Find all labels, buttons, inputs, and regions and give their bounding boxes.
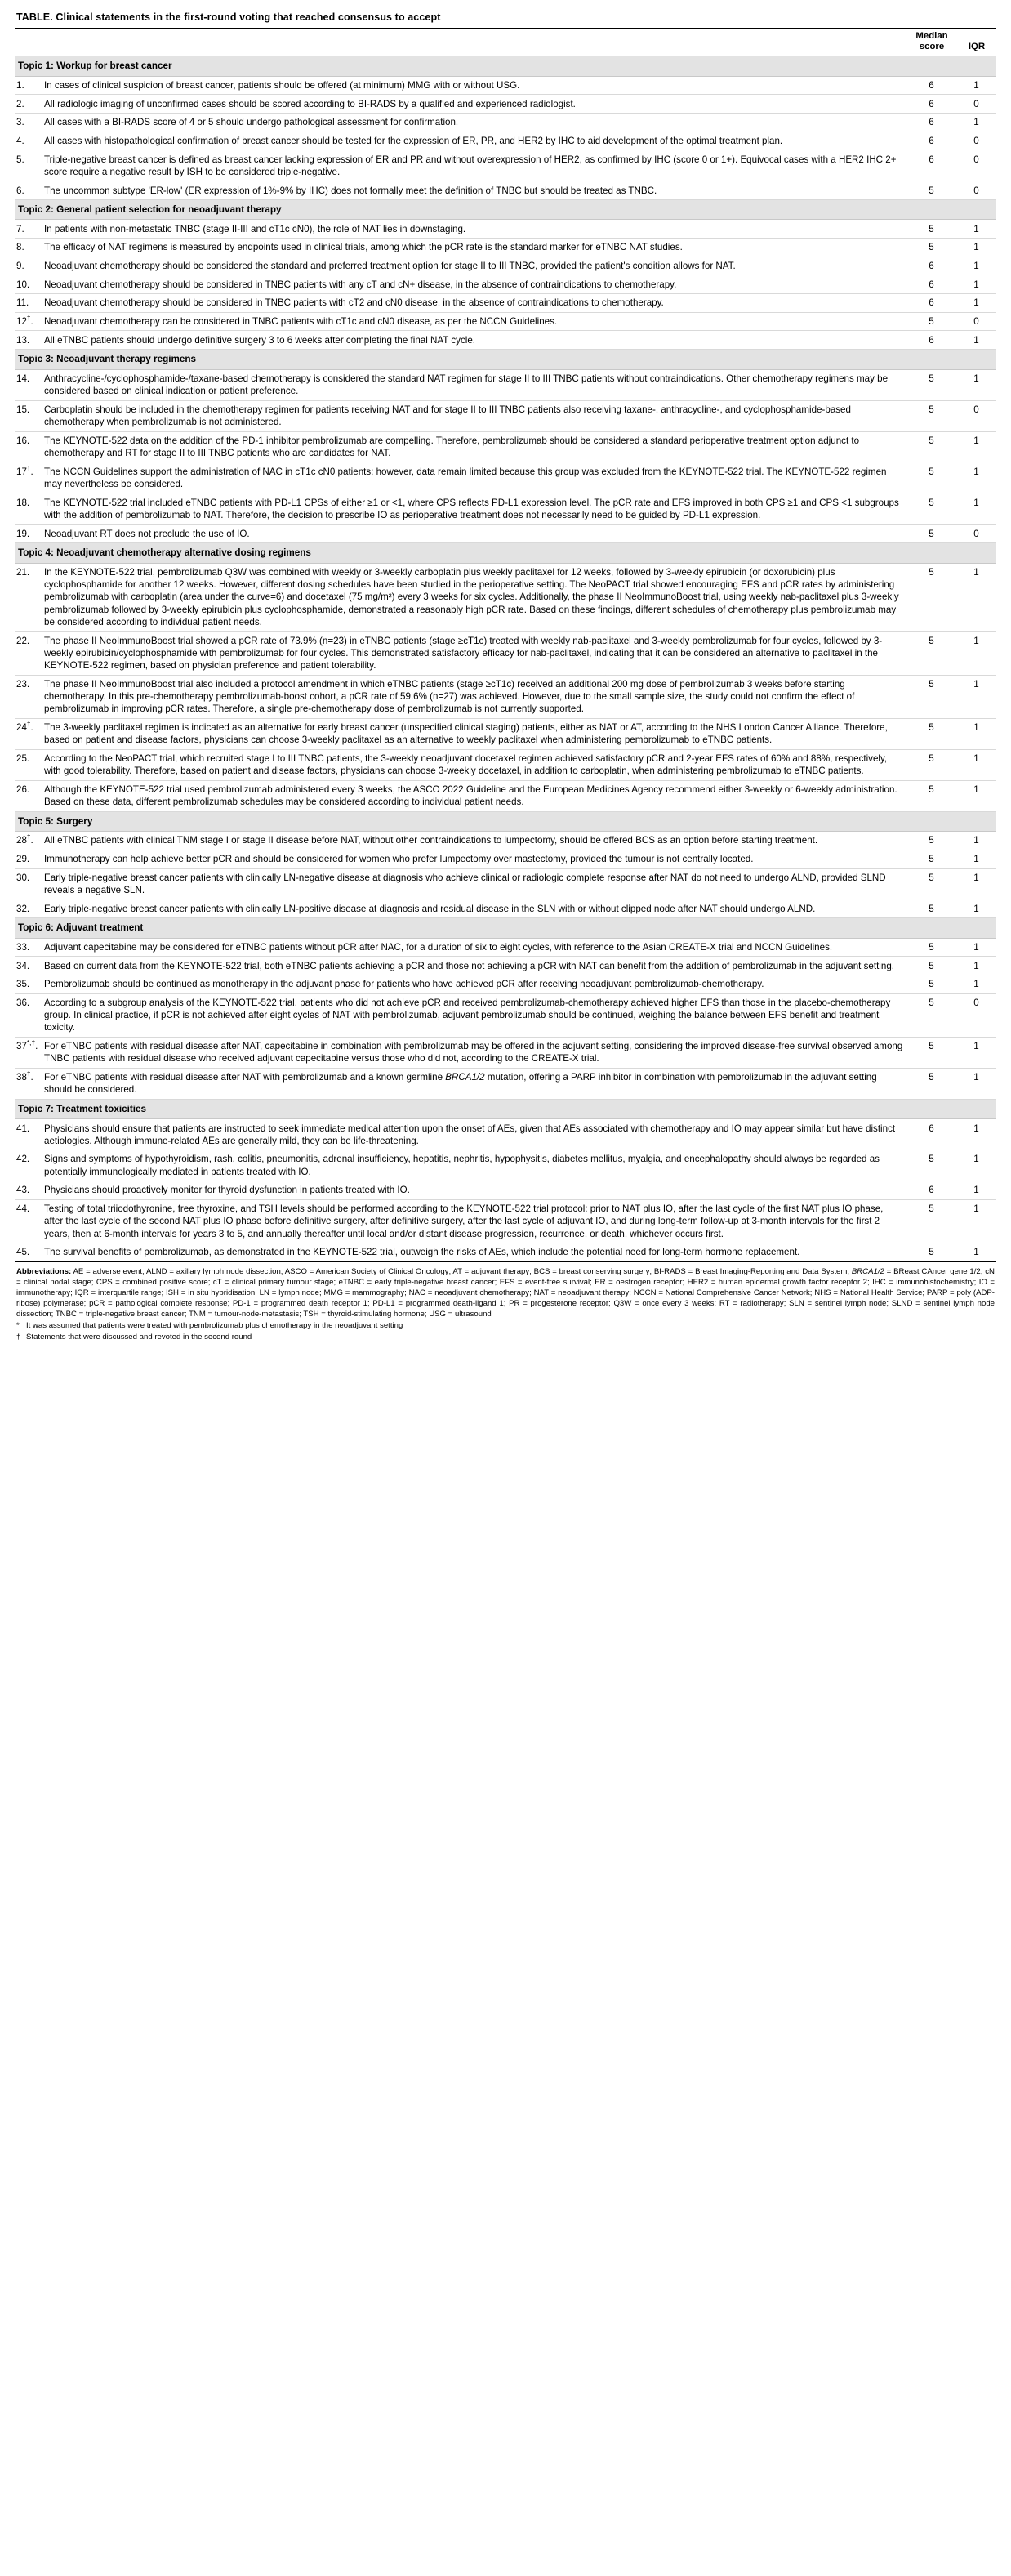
topic-label: Topic 5: Surgery (15, 811, 996, 831)
median-score-value: 6 (906, 132, 957, 150)
statement-number: 10. (15, 275, 42, 294)
statement-text: Although the KEYNOTE-522 trial used pembrolizumab administered every 3 weeks, the ASCO 2022 Guideline and the European Medicines Agency recommend either 3-weekly or 6-weekly administration. Based on these data, different pembrolizumab schedules may be considered according to individual patient needs. (42, 780, 906, 811)
footnote-asterisk-text: It was assumed that patients were treated with pembrolizumab plus chemotherapy in the neoadjuvant setting (26, 1320, 403, 1330)
topic-header-row (15, 1099, 996, 1118)
statement-number: 12†. (15, 312, 42, 331)
iqr-value: 0 (957, 132, 996, 150)
median-score-value: 5 (906, 220, 957, 239)
table-row (15, 780, 996, 811)
table-row (15, 1037, 996, 1068)
statement-text: Anthracycline-/cyclophosphamide-/taxane-based chemotherapy is considered the standard NAT regimen for stage II to III TNBC patients without contraindications. Other chemotherapy regimens may be considered based on clinical indication or patient preference. (42, 369, 906, 400)
table-row (15, 632, 996, 675)
iqr-value: 1 (957, 275, 996, 294)
statement-number: 42. (15, 1150, 42, 1181)
statement-number: 2. (15, 95, 42, 114)
iqr-value: 1 (957, 563, 996, 632)
footnote-dagger-text: Statements that were discussed and revoted in the second round (26, 1332, 252, 1342)
median-score-value: 6 (906, 1119, 957, 1150)
statement-text: Pembrolizumab should be continued as monotherapy in the adjuvant phase for patients who have achieved pCR after receiving neoadjuvant pembrolizumab-chemotherapy. (42, 975, 906, 994)
median-score-value: 5 (906, 1199, 957, 1243)
statement-text: The phase II NeoImmunoBoost trial showed a pCR rate of 73.9% (n=23) in eTNBC patients (stage ≥cT1c) treated with weekly nab-paclitaxel and 3-weekly pembrolizumab for four cycles, followed by 3-weekly epirubicin/cyclophosphamide with pembrolizumab for four cycles. This demonstrated satisfactory efficacy for nab-paclitaxel, indicating that it can be considered an alternative to paclitaxel in the KEYNOTE-522 regimen, based on physician preference and patient tolerability. (42, 632, 906, 675)
statement-number: 3. (15, 114, 42, 132)
statement-number: 4. (15, 132, 42, 150)
median-score-value: 6 (906, 294, 957, 313)
table-row (15, 331, 996, 350)
statement-text: Physicians should proactively monitor for thyroid dysfunction in patients treated with IO. (42, 1181, 906, 1200)
statement-number: 43. (15, 1181, 42, 1200)
median-score-value: 5 (906, 1068, 957, 1099)
median-score-value: 5 (906, 938, 957, 957)
median-score-value: 5 (906, 525, 957, 543)
statement-number: 9. (15, 257, 42, 275)
median-score-value: 5 (906, 868, 957, 900)
iqr-value: 1 (957, 114, 996, 132)
table-row (15, 462, 996, 493)
statement-text: All cases with a BI-RADS score of 4 or 5 should undergo pathological assessment for confirmation. (42, 114, 906, 132)
median-score-value: 6 (906, 1181, 957, 1200)
iqr-value: 1 (957, 938, 996, 957)
median-score-value: 5 (906, 181, 957, 200)
iqr-value: 1 (957, 1068, 996, 1099)
statement-number: 44. (15, 1199, 42, 1243)
median-score-value: 6 (906, 275, 957, 294)
statement-text: According to the NeoPACT trial, which recruited stage I to III TNBC patients, the 3-weekly neoadjuvant docetaxel regimen achieved satisfactory pCR and 2-year EFS rates of 60% and 88%, respectively, with good tolerability. Therefore, based on patient and disease factors, physicians can choose 3-weekly docetaxel, in addition to carboplatin, when administering pembrolizumab to eTNBC patients. (42, 749, 906, 780)
iqr-value: 1 (957, 850, 996, 868)
table-row (15, 900, 996, 918)
statement-text: Neoadjuvant chemotherapy should be considered in TNBC patients with cT2 and cN0 disease, in the absence of contraindications to chemotherapy. (42, 294, 906, 313)
median-score-value: 5 (906, 832, 957, 850)
table-row (15, 95, 996, 114)
topic-header-row (15, 199, 996, 219)
statement-number: 33. (15, 938, 42, 957)
statement-number: 35. (15, 975, 42, 994)
table-row (15, 493, 996, 525)
table-row (15, 257, 996, 275)
statement-number: 36. (15, 993, 42, 1037)
footnotes (15, 1262, 996, 1345)
table-header (15, 29, 996, 56)
topic-label: Topic 3: Neoadjuvant therapy regimens (15, 350, 996, 369)
median-score-value: 5 (906, 400, 957, 431)
median-score-value: 6 (906, 76, 957, 95)
iqr-value: 0 (957, 150, 996, 181)
iqr-value: 1 (957, 675, 996, 718)
table-row (15, 1150, 996, 1181)
table-row (15, 181, 996, 200)
statement-text: Neoadjuvant chemotherapy should be considered the standard and preferred treatment option for stage II to III TNBC, provided the patient's condition allows for NAT. (42, 257, 906, 275)
footnote-marker-asterisk: * (16, 1320, 20, 1330)
median-score-value: 5 (906, 1150, 957, 1181)
topic-label: Topic 2: General patient selection for neoadjuvant therapy (15, 199, 996, 219)
statement-text: The uncommon subtype 'ER-low' (ER expression of 1%-9% by IHC) does not formally meet the definition of TNBC but should be treated as TNBC. (42, 181, 906, 200)
statement-number: 23. (15, 675, 42, 718)
statement-text: All radiologic imaging of unconfirmed cases should be scored according to BI-RADS by a qualified and experienced radiologist. (42, 95, 906, 114)
iqr-value: 1 (957, 331, 996, 350)
statement-text: The NCCN Guidelines support the administration of NAC in cT1c cN0 patients; however, data remain limited because this group was excluded from the KEYNOTE-522 trial. The KEYNOTE-522 regimen may nevertheless be considered. (42, 462, 906, 493)
statement-number: 14. (15, 369, 42, 400)
table-row (15, 1243, 996, 1262)
statement-text: Adjuvant capecitabine may be considered for eTNBC patients without pCR after NAC, for a duration of six to eight cycles, with reference to the Asian CREATE-X trial and NCCN Guidelines. (42, 938, 906, 957)
statement-text: Early triple-negative breast cancer patients with clinically LN-negative disease at diagnosis who achieve clinical or radiologic complete response after NAT do not need to undergo ALND, provided SLND reveals a negative SLN. (42, 868, 906, 900)
median-score-value: 5 (906, 957, 957, 975)
statement-number: 1. (15, 76, 42, 95)
topic-label: Topic 4: Neoadjuvant chemotherapy alternative dosing regimens (15, 543, 996, 563)
iqr-value: 1 (957, 718, 996, 749)
statement-number: 32. (15, 900, 42, 918)
statement-text: Immunotherapy can help achieve better pCR and should be considered for women who prefer lumpectomy over mastectomy, provided the tumour is not centrally located. (42, 850, 906, 868)
statement-number: 26. (15, 780, 42, 811)
table-row (15, 749, 996, 780)
iqr-value: 0 (957, 181, 996, 200)
statement-number: 8. (15, 239, 42, 257)
median-score-value: 5 (906, 900, 957, 918)
statement-text: Carboplatin should be included in the chemotherapy regimen for patients receiving NAT and for stage II to III TNBC patients also receiving taxane-, anthracycline-, and cyclophosphamide-based chemotherapy when pembrolizumab is not administered. (42, 400, 906, 431)
statement-number: 45. (15, 1243, 42, 1262)
iqr-value: 1 (957, 832, 996, 850)
table-row (15, 312, 996, 331)
statement-text: Signs and symptoms of hypothyroidism, rash, colitis, pneumonitis, adrenal insufficiency, hepatitis, nephritis, hypophysitis, diabetes mellitus, myalgia, and encephalopathy should always be regarded as potentially immunologically mediated in patients treated with IO. (42, 1150, 906, 1181)
table-row (15, 938, 996, 957)
table-row (15, 832, 996, 850)
statement-text: In cases of clinical suspicion of breast cancer, patients should be offered (at minimum) MMG with or without USG. (42, 76, 906, 95)
statement-text: The KEYNOTE-522 data on the addition of the PD-1 inhibitor pembrolizumab are compelling. Therefore, pembrolizumab should be considered a standard perioperative treatment option adjunct to chemotherapy and RT for stage II to III TNBC patients who are candidates for NAT. (42, 431, 906, 462)
table-row (15, 275, 996, 294)
iqr-value: 1 (957, 1243, 996, 1262)
iqr-value: 1 (957, 632, 996, 675)
median-score-value: 6 (906, 95, 957, 114)
iqr-value: 1 (957, 1199, 996, 1243)
median-score-value: 5 (906, 312, 957, 331)
iqr-value: 1 (957, 1181, 996, 1200)
table-row (15, 1119, 996, 1150)
iqr-value: 1 (957, 900, 996, 918)
table-row (15, 431, 996, 462)
iqr-value: 1 (957, 957, 996, 975)
iqr-value: 1 (957, 462, 996, 493)
statement-number: 28†. (15, 832, 42, 850)
median-score-value: 5 (906, 1243, 957, 1262)
table-row (15, 868, 996, 900)
median-score-value: 5 (906, 850, 957, 868)
median-score-value: 5 (906, 239, 957, 257)
footnote-dagger (16, 1333, 995, 1343)
iqr-value: 1 (957, 749, 996, 780)
table-row (15, 957, 996, 975)
iqr-value: 1 (957, 257, 996, 275)
table-row (15, 132, 996, 150)
iqr-value: 1 (957, 431, 996, 462)
statement-number: 15. (15, 400, 42, 431)
table-row (15, 76, 996, 95)
consensus-statements-table (15, 29, 996, 1262)
abbreviations-label: Abbreviations: (16, 1266, 72, 1276)
statement-text: In the KEYNOTE-522 trial, pembrolizumab Q3W was combined with weekly or 3-weekly carboplatin plus weekly paclitaxel for 12 weeks, followed by 3-weekly epirubicin (or doxorubicin) plus cyclophosphamide for another 12 weeks. However, different dosing schedules have been studied in the perioperative setting. The NeoPACT trial showed encouraging EFS and pCR rates by administering pembrolizumab with carboplatin (area under the curve=6) and docetaxel (75 mg/m²) every 3 weeks for six cycles. Additionally, the phase II NeoImmunoBoost trial, using weekly nab-paclitaxel plus 3-weekly pembrolizumab followed by 3-weekly epirubicin plus cyclophosphamide, demonstrated a reasonably high pCR rate. Based on these findings, different schedules of chemotherapy plus pembrolizumab may be considered according to individual patient needs. (42, 563, 906, 632)
table-caption: TABLE. Clinical statements in the first-round voting that reached consensus to accept (15, 8, 996, 29)
median-score-value: 5 (906, 431, 957, 462)
median-score-value: 5 (906, 563, 957, 632)
statement-number: 18. (15, 493, 42, 525)
median-score-value: 6 (906, 114, 957, 132)
statement-number: 37*,†. (15, 1037, 42, 1068)
iqr-value: 1 (957, 220, 996, 239)
median-score-value: 6 (906, 331, 957, 350)
table-row (15, 220, 996, 239)
statement-text: Neoadjuvant chemotherapy can be considered in TNBC patients with cT1c and cN0 disease, as per the NCCN Guidelines. (42, 312, 906, 331)
table-row (15, 718, 996, 749)
iqr-value: 0 (957, 95, 996, 114)
topic-label: Topic 7: Treatment toxicities (15, 1099, 996, 1118)
statement-number: 21. (15, 563, 42, 632)
statement-number: 30. (15, 868, 42, 900)
iqr-value: 1 (957, 76, 996, 95)
statement-number: 29. (15, 850, 42, 868)
statement-text: The survival benefits of pembrolizumab, as demonstrated in the KEYNOTE-522 trial, outweigh the risks of AEs, which include the potential need for long-term hormone replacement. (42, 1243, 906, 1262)
statement-text: Testing of total triiodothyronine, free thyroxine, and TSH levels should be performed according to the KEYNOTE-522 trial protocol: prior to NAT plus IO, after the last cycle of the first NAT plus IO phase, after the last cycle of the second NAT plus IO phase before definitive surgery, after definitive surgery, after the last cycle of adjuvant IO, and during long-term follow-up at 3-month intervals for the first 2 years, then at 6-month intervals for years 3 to 5, and annually thereafter until local and/or distant disease progression, recurrence, or death, whichever occurs first. (42, 1199, 906, 1243)
statement-number: 5. (15, 150, 42, 181)
median-score-value: 5 (906, 975, 957, 994)
statement-text: All eTNBC patients should undergo definitive surgery 3 to 6 weeks after completing the final NAT cycle. (42, 331, 906, 350)
statement-text: For eTNBC patients with residual disease after NAT, capecitabine in combination with pembrolizumab may be offered in the adjuvant setting, considering the improved disease-free survival observed among TNBC patients with residual disease who received adjuvant capecitabine versus those who did not, according to the CREATE-X trial. (42, 1037, 906, 1068)
table-row (15, 239, 996, 257)
iqr-value: 1 (957, 868, 996, 900)
table-row (15, 1199, 996, 1243)
table-body (15, 56, 996, 1262)
statement-number: 24†. (15, 718, 42, 749)
table-row (15, 1181, 996, 1200)
statement-number: 17†. (15, 462, 42, 493)
statement-number: 41. (15, 1119, 42, 1150)
iqr-value: 1 (957, 493, 996, 525)
iqr-value: 1 (957, 1037, 996, 1068)
statement-number: 25. (15, 749, 42, 780)
statement-text: Physicians should ensure that patients are instructed to seek immediate medical attention upon the onset of AEs, given that AEs associated with chemotherapy and IO may appear similar but have distinct aetiologies. Although immune-related AEs are generally mild, they can be life-threatening. (42, 1119, 906, 1150)
header-statement (42, 29, 906, 56)
iqr-value: 0 (957, 525, 996, 543)
statement-number: 11. (15, 294, 42, 313)
topic-header-row (15, 811, 996, 831)
iqr-value: 1 (957, 239, 996, 257)
table-row (15, 150, 996, 181)
iqr-value: 1 (957, 780, 996, 811)
topic-header-row (15, 350, 996, 369)
median-score-value: 5 (906, 718, 957, 749)
table-row (15, 294, 996, 313)
statement-number: 16. (15, 431, 42, 462)
statement-text: The phase II NeoImmunoBoost trial also included a protocol amendment in which eTNBC patients (stage ≥cT1c) received an additional 200 mg dose of pembrolizumab 3 weeks before starting chemotherapy. In this pre-chemotherapy pembrolizumab-boost cohort, a pCR rate of 59.6% (n=27) was achieved. However, due to the small sample size, the study could not confirm the effect of pembrolizumab in improving pCR rates. Therefore, a single pre-chemotherapy dose of pembrolizumab is not currently supported. (42, 675, 906, 718)
median-score-value: 6 (906, 257, 957, 275)
median-score-value: 5 (906, 993, 957, 1037)
topic-header-row (15, 543, 996, 563)
table-row (15, 975, 996, 994)
table-row (15, 675, 996, 718)
statement-number: 34. (15, 957, 42, 975)
statement-text: The efficacy of NAT regimens is measured by endpoints used in clinical trials, among which the pCR rate is the standard marker for eTNBC NAT studies. (42, 239, 906, 257)
median-score-value: 5 (906, 462, 957, 493)
iqr-value: 1 (957, 1119, 996, 1150)
statement-number: 6. (15, 181, 42, 200)
statement-text: The 3-weekly paclitaxel regimen is indicated as an alternative for early breast cancer (unspecified clinical staging) patients, either as NAT or AT, according to the NHS London Cancer Alliance. Therefore, based on patient and disease factors, physicians can choose 3-weekly paclitaxel as an alternative to weekly paclitaxel when administering pembrolizumab to eTNBC patients. (42, 718, 906, 749)
median-score-value: 5 (906, 632, 957, 675)
table-row (15, 850, 996, 868)
statement-number: 38†. (15, 1068, 42, 1099)
median-score-value: 5 (906, 675, 957, 718)
statement-text: All cases with histopathological confirmation of breast cancer should be tested for the expression of ER, PR, and HER2 by IHC to aid development of the optimal treatment plan. (42, 132, 906, 150)
table-row (15, 993, 996, 1037)
table-row (15, 369, 996, 400)
table-row (15, 114, 996, 132)
iqr-value: 1 (957, 369, 996, 400)
iqr-value: 1 (957, 294, 996, 313)
statement-text: Triple-negative breast cancer is defined as breast cancer lacking expression of ER and PR and without overexpression of HER2, as confirmed by IHC (score 0 or 1+). Equivocal cases with a HER2 IHC 2+ score require a negative result by ISH to be considered triple-negative. (42, 150, 906, 181)
iqr-value: 0 (957, 400, 996, 431)
statement-text: Neoadjuvant RT does not preclude the use of IO. (42, 525, 906, 543)
statement-number: 13. (15, 331, 42, 350)
table-row (15, 1068, 996, 1099)
footnote-asterisk (16, 1321, 995, 1332)
iqr-value: 0 (957, 312, 996, 331)
iqr-value: 0 (957, 993, 996, 1037)
statement-number: 7. (15, 220, 42, 239)
header-number (15, 29, 42, 56)
topic-label: Topic 1: Workup for breast cancer (15, 56, 996, 76)
table-row (15, 563, 996, 632)
iqr-value: 1 (957, 975, 996, 994)
header-median-score: Median score (906, 29, 957, 56)
statement-text: Early triple-negative breast cancer patients with clinically LN-positive disease at diagnosis and residual disease in the SLN with or without clipped node after NAT should undergo ALND. (42, 900, 906, 918)
median-score-value: 5 (906, 1037, 957, 1068)
statement-text: For eTNBC patients with residual disease after NAT with pembrolizumab and a known germline BRCA1/2 mutation, offering a PARP inhibitor in combination with pembrolizumab in the adjuvant setting should be considered. (42, 1068, 906, 1099)
median-score-value: 5 (906, 780, 957, 811)
table-row (15, 525, 996, 543)
topic-header-row (15, 918, 996, 938)
statement-text: Based on current data from the KEYNOTE-522 trial, both eTNBC patients achieving a pCR and those not achieving a pCR with NAT can benefit from the addition of pembrolizumab in the adjuvant setting. (42, 957, 906, 975)
header-iqr: IQR (957, 29, 996, 56)
median-score-value: 5 (906, 493, 957, 525)
statement-number: 19. (15, 525, 42, 543)
median-score-value: 5 (906, 749, 957, 780)
table-row (15, 400, 996, 431)
topic-label: Topic 6: Adjuvant treatment (15, 918, 996, 938)
abbreviations-text: AE = adverse event; ALND = axillary lymph node dissection; ASCO = American Society of Clinical Oncology; AT = adjuvant therapy; BCS = breast conserving surgery; BI-RADS = Breast Imaging-Reporting and Data System; BRCA1/2 = BReast CAncer gene 1/2; cN = clinical nodal stage; CPS = combined positive score; cT = clinical primary tumour stage; eTNBC = early triple-negative breast cancer; EFS = event-free survival; ER = oestrogen receptor; HER2 = human epidermal growth factor receptor 2; IHC = immunohistochemistry; IO = immunotherapy; IQR = interquartile range; ISH = in situ hybridisation; LN = lymph node; MMG = mammography; NAC = neoadjuvant chemotherapy; NAT = neoadjuvant therapy; NCCN = National Comprehensive Cancer Network; NHS = National Health Service; PARP = poly (ADP-ribose) polymerase; pCR = pathological complete response; PD-1 = programmed death receptor 1; PD-L1 = programmed death-ligand 1; PR = progesterone receptor; Q3W = once every 3 weeks; RT = radiotherapy; SLN = sentinel lymph node; SLND = sentinel lymph node dissection; TNBC = triple-negative breast cancer; TNM = tumour-node-metastasis; TSH = thyroid-stimulating hormone; USG = ultrasound (16, 1266, 995, 1319)
statement-text: Neoadjuvant chemotherapy should be considered in TNBC patients with any cT and cN+ disease, in the absence of contraindications to chemotherapy. (42, 275, 906, 294)
statement-text: The KEYNOTE-522 trial included eTNBC patients with PD-L1 CPSs of either ≥1 or <1, where CPS reflects PD-L1 expression level. The pCR rate and EFS improved in both CPS ≥1 and CPS <1 subgroups with the addition of pembrolizumab to NAT. Therefore, the decision to prescribe IO as perioperative treatment does not necessarily need to be guided by PD-L1 expression. (42, 493, 906, 525)
iqr-value: 1 (957, 1150, 996, 1181)
footnote-marker-dagger: † (16, 1332, 21, 1342)
median-score-value: 5 (906, 369, 957, 400)
statement-text: All eTNBC patients with clinical TNM stage I or stage II disease before NAT, without other contraindications to lumpectomy, should be offered BCS as an option before starting treatment. (42, 832, 906, 850)
statement-text: In patients with non-metastatic TNBC (stage II-III and cT1c cN0), the role of NAT lies in downstaging. (42, 220, 906, 239)
median-score-value: 6 (906, 150, 957, 181)
statement-number: 22. (15, 632, 42, 675)
statement-text: According to a subgroup analysis of the KEYNOTE-522 trial, patients who did not achieve pCR and received pembrolizumab-chemotherapy achieved higher EFS than those in the placebo-chemotherapy group. In clinical practice, if pCR is not achieved after eight cycles of NAT with pembrolizumab, adjuvant pembrolizumab should be continued, weighing the balance between EFS benefit and treatment toxicity. (42, 993, 906, 1037)
topic-header-row (15, 56, 996, 76)
